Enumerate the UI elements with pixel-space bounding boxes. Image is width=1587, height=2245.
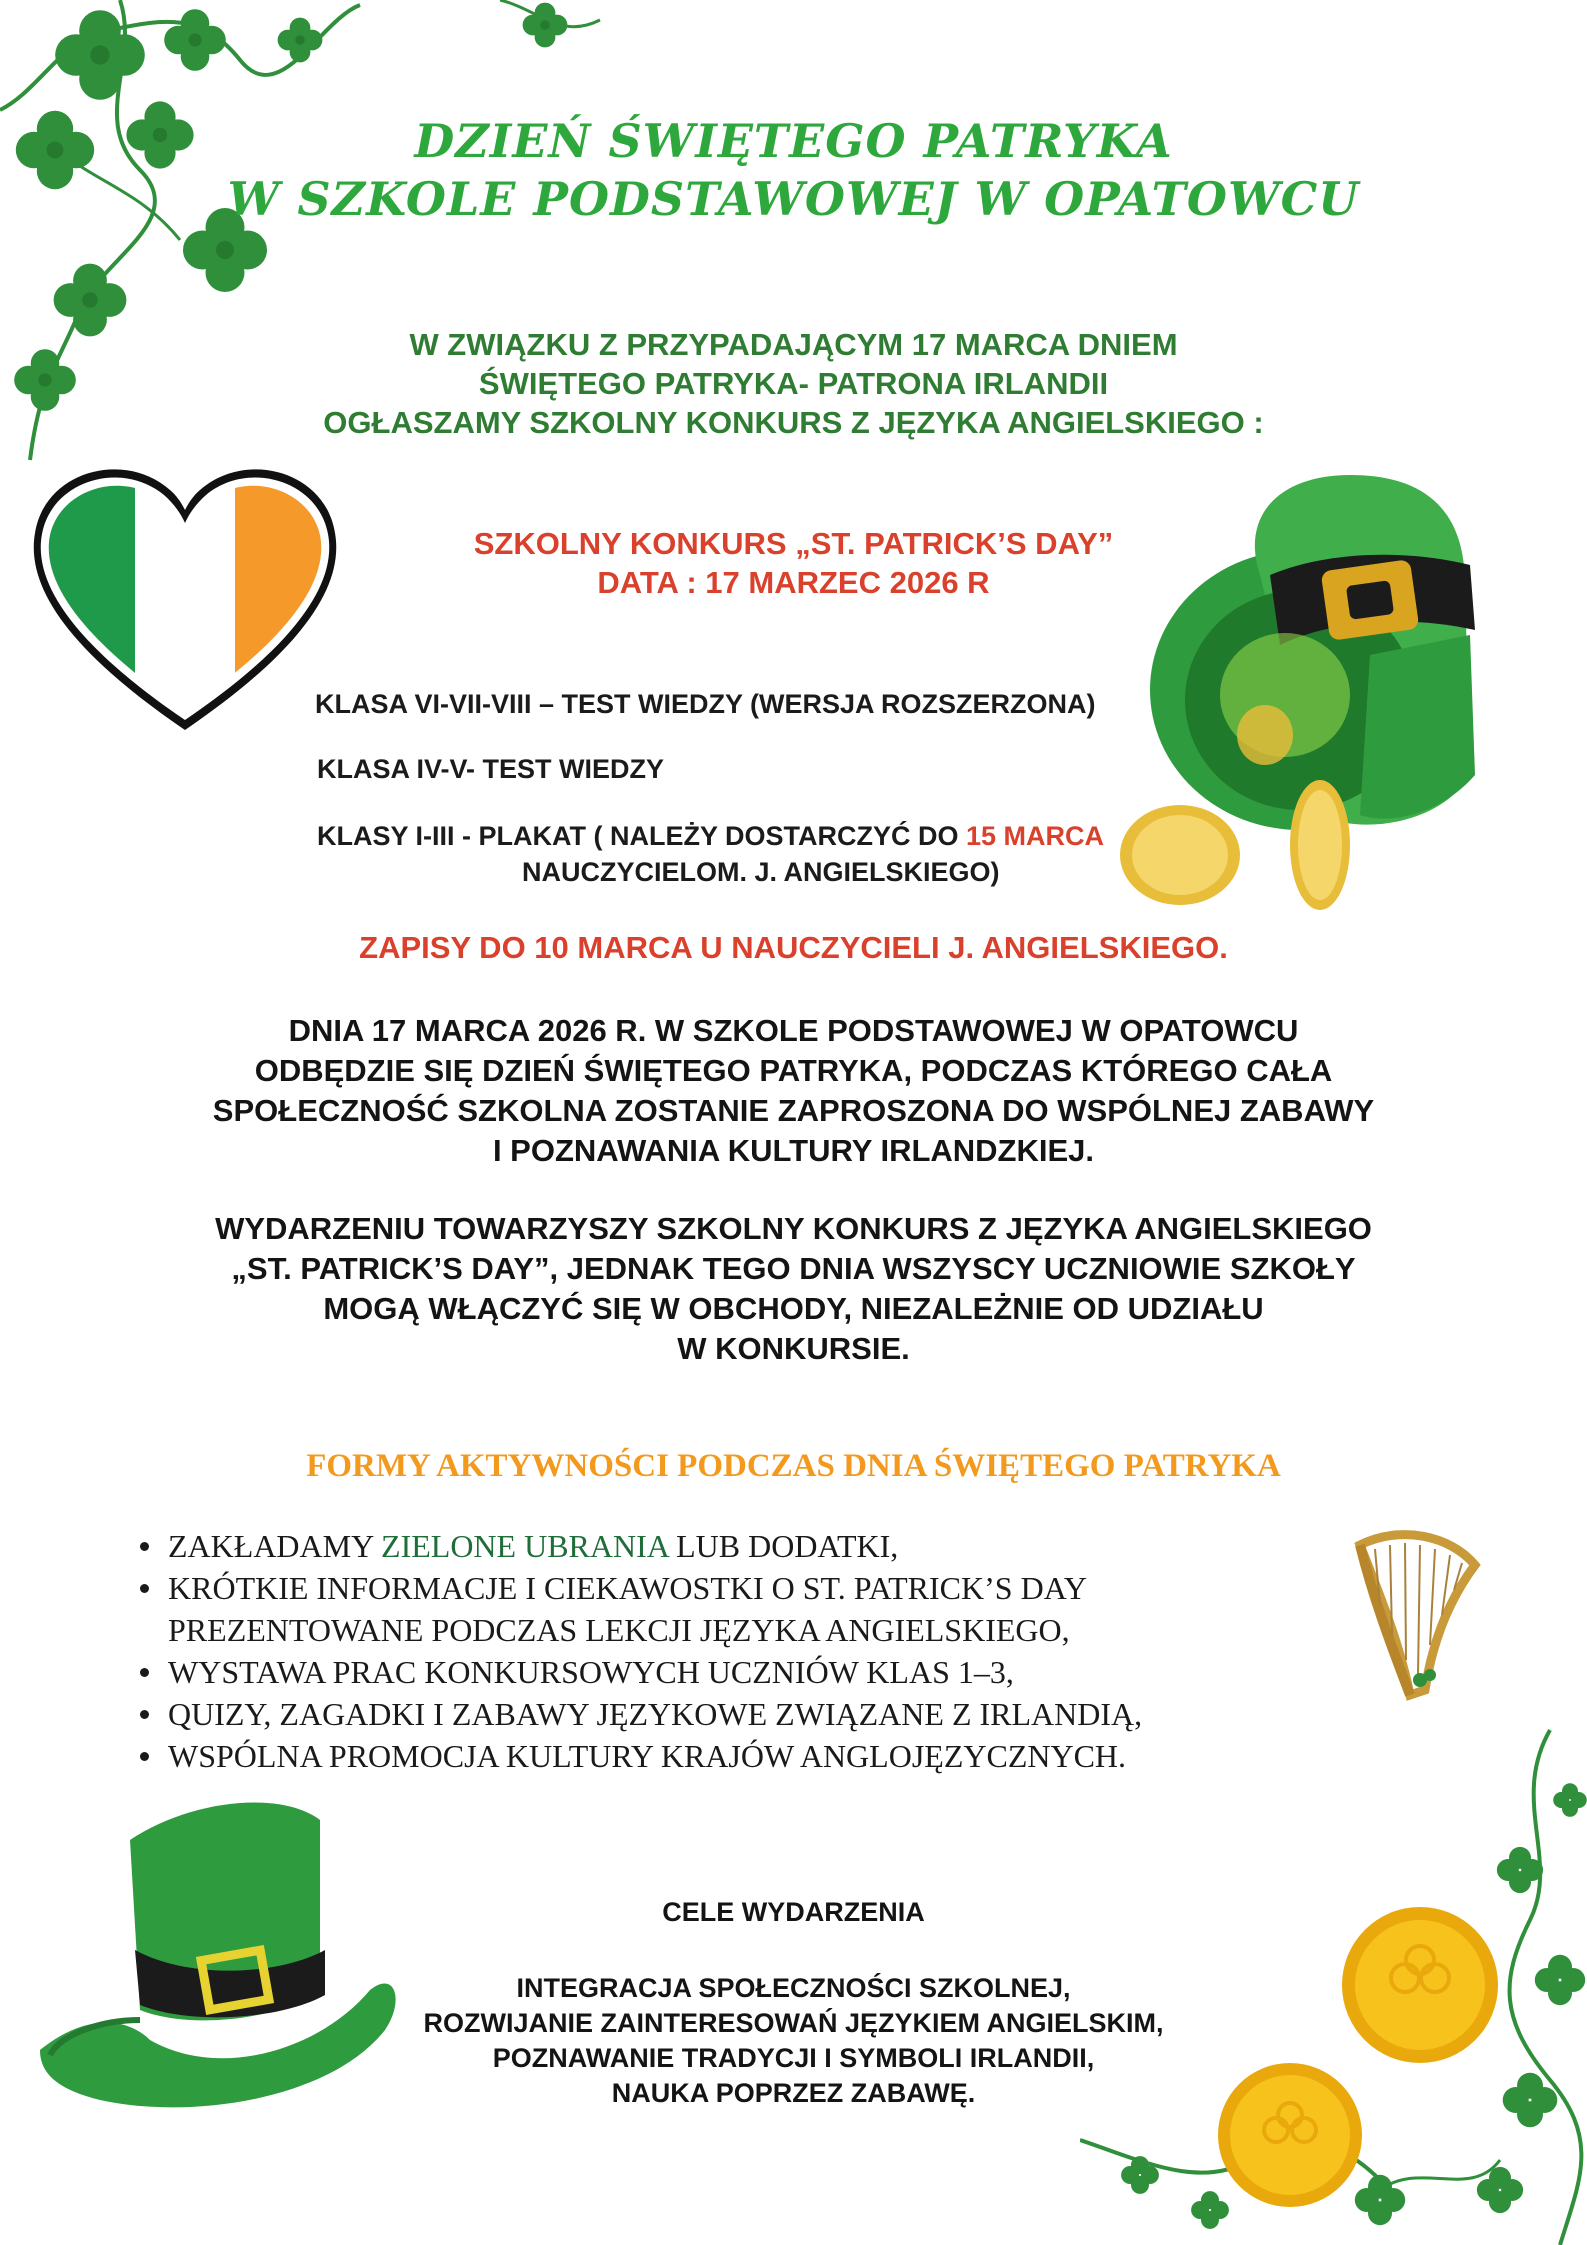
- class-senior: KLASA VI-VII-VIII – TEST WIEDZY (WERSJA ROZSZERZONA): [315, 689, 1096, 719]
- contest-par-line-4: W KONKURSIE.: [677, 1331, 910, 1366]
- contest-par-line-1: WYDARZENIU TOWARZYSZY SZKOLNY KONKURS Z JĘZYKA ANGIELSKIEGO: [215, 1211, 1372, 1246]
- item2-line-1: KRÓTKIE INFORMACJE I CIEKAWOSTKI O ST. PATRICK’S DAY: [168, 1570, 1087, 1606]
- list-item: WSPÓLNA PROMOCJA KULTURY KRAJÓW ANGLOJĘZYCZNYCH.: [140, 1735, 1340, 1777]
- gold-coin-icon: [1080, 1720, 1587, 2245]
- event-line-4: I POZNAWANIA KULTURY IRLANDZKIEJ.: [492, 1133, 1095, 1168]
- class-middle: KLASA IV-V- TEST WIEDZY: [317, 754, 665, 784]
- item2-line-2: PREZENTOWANE PODCZAS LEKCJI JĘZYKA ANGIELSKIEGO,: [168, 1612, 1070, 1648]
- registration-note: ZAPISY DO 10 MARCA U NAUCZYCIELI J. ANGIELSKIEGO.: [359, 930, 1228, 965]
- goal-line-4: NAUKA POPRZEZ ZABAWĘ.: [611, 2078, 976, 2108]
- class-junior-line-2: NAUCZYCIELOM. J. ANGIELSKIEGO): [522, 857, 1000, 887]
- contest-paragraph: [0, 1209, 1587, 1369]
- goal-line-2: ROZWIJANIE ZAINTERESOWAŃ JĘZYKIEM ANGIELSKIM,: [423, 2008, 1164, 2038]
- contest-par-line-3: MOGĄ WŁĄCZYĆ SIĘ W OBCHODY, NIEZALEŻNIE OD UDZIAŁU: [323, 1291, 1264, 1326]
- event-line-3: SPOŁECZNOŚĆ SZKOLNA ZOSTANIE ZAPROSZONA DO WSPÓLNEJ ZABAWY: [212, 1093, 1375, 1128]
- list-item: WYSTAWA PRAC KONKURSOWYCH UCZNIÓW KLAS 1–3,: [140, 1651, 1340, 1693]
- list-item: [140, 1525, 1340, 1567]
- event-line-1: DNIA 17 MARCA 2026 R. W SZKOLE PODSTAWOWEJ W OPATOWCU: [288, 1013, 1299, 1048]
- event-paragraph: [0, 1011, 1587, 1171]
- goal-line-3: POZNAWANIE TRADYCJI I SYMBOLI IRLANDII,: [492, 2043, 1095, 2073]
- item1-prefix: ZAKŁADAMY: [168, 1528, 382, 1564]
- goals-heading: CELE WYDARZENIA: [662, 1897, 925, 1927]
- leprechaun-hat-icon: [1110, 455, 1510, 925]
- intro-line-3: OGŁASZAMY SZKOLNY KONKURS Z JĘZYKA ANGIELSKIEGO :: [323, 405, 1264, 440]
- contest-date: DATA : 17 MARZEC 2026 R: [597, 565, 990, 600]
- list-item: [140, 1567, 1340, 1651]
- item1-highlight: ZIELONE UBRANIA: [381, 1528, 669, 1564]
- intro-line-1: W ZWIĄZKU Z PRZYPADAJĄCYM 17 MARCA DNIEM: [409, 327, 1178, 362]
- goal-line-1: INTEGRACJA SPOŁECZNOŚCI SZKOLNEJ,: [516, 1973, 1071, 2003]
- event-line-2: ODBĘDZIE SIĘ DZIEŃ ŚWIĘTEGO PATRYKA, PODCZAS KTÓREGO CAŁA: [254, 1053, 1333, 1088]
- item1-suffix: LUB DODATKI,: [668, 1528, 899, 1564]
- contest-name: SZKOLNY KONKURS „ST. PATRICK’S DAY”: [473, 526, 1114, 561]
- harp-icon: [1340, 1525, 1490, 1705]
- title-line-1: DZIEŃ ŚWIĘTEGO PATRYKA: [414, 114, 1173, 168]
- intro-line-2: ŚWIĘTEGO PATRYKA- PATRONA IRLANDII: [478, 366, 1109, 401]
- page-title: [0, 112, 1587, 228]
- class-junior-deadline: 15 MARCA: [966, 821, 1105, 851]
- intro-text: [0, 325, 1587, 442]
- forms-heading: FORMY AKTYWNOŚCI PODCZAS DNIA ŚWIĘTEGO PATRYKA: [306, 1448, 1281, 1484]
- class-junior-prefix: KLASY I-III - PLAKAT ( NALEŻY DOSTARCZYĆ DO: [317, 821, 967, 851]
- class-junior: [317, 818, 1104, 854]
- list-item: QUIZY, ZAGADKI I ZABAWY JĘZYKOWE ZWIĄZANE Z IRLANDIĄ,: [140, 1693, 1340, 1735]
- title-line-2: W SZKOLE PODSTAWOWEJ W OPATOWCU: [227, 172, 1360, 226]
- contest-par-line-2: „ST. PATRICK’S DAY”, JEDNAK TEGO DNIA WSZYSCY UCZNIOWIE SZKOŁY: [231, 1251, 1356, 1286]
